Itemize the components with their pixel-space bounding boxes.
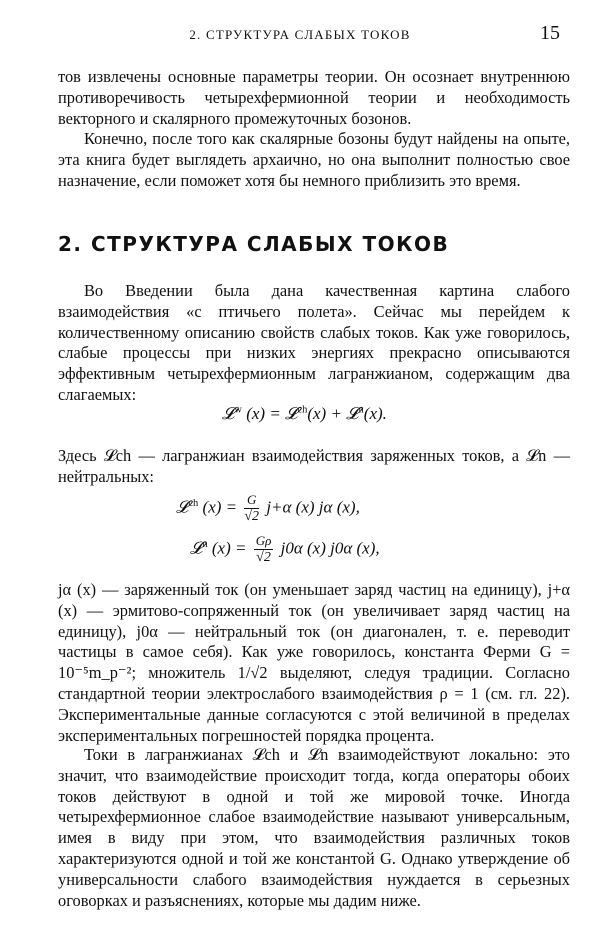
intro-paragraph-1: тов извлечены основные параметры теории. Он осознает внутреннюю противоречивость четырехфермионной теории и необходимость векторного и скалярного промежуточных бозонов.	[58, 67, 570, 128]
section-intro-block	[58, 281, 570, 406]
currents-text-block	[58, 580, 570, 746]
formula-ch-denominator: √2	[244, 509, 260, 524]
formula-main-term2: 𝓛	[346, 404, 359, 423]
formula-weak-lagrangian	[222, 404, 387, 424]
running-title: 2. СТРУКТУРА СЛАБЫХ ТОКОВ	[189, 27, 411, 42]
formula-ch-lhs: 𝓛	[176, 497, 189, 517]
formula-n-rhs: j0α (x) j0α (x),	[280, 538, 380, 558]
formula-main-term2-arg: (x).	[363, 404, 387, 423]
section-intro-paragraph: Во Введении была дана качественная картина слабого взаимодействия «с птичьего полета». Сейчас мы перейдем к количественному описанию свойств слабых токов. Как уже говорилось, слабые процессы при низких энергиях прекрасно описываются эффективным четырехфермионным лагранжианом, содержащим два слагаемых:	[58, 281, 570, 404]
here-text-block	[58, 446, 570, 488]
formula-ch-eq: (x) =	[202, 497, 238, 517]
formula-n-fraction	[254, 533, 274, 566]
section-heading: 2. СТРУКТУРА СЛАБЫХ ТОКОВ	[58, 232, 450, 256]
formula-ch-fraction	[244, 492, 259, 525]
formula-main-lhs: 𝓛	[222, 404, 235, 423]
formula-ch-numerator: G	[244, 492, 259, 509]
formula-charged-lagrangian	[176, 492, 360, 525]
formula-main-term1-arg: (x) +	[307, 404, 347, 423]
formula-ch-rhs: j+α (x) jα (x),	[266, 497, 360, 517]
formula-n-lhs: 𝓛	[190, 538, 203, 558]
intro-paragraph-2: Конечно, после того как скалярные бозоны будут найдены на опыте, эта книга будет выглядеть архаично, но она выполнит полностью свое назначение, если поможет хотя бы немного приблизить это время.	[58, 129, 570, 190]
locality-paragraph: Токи в лагранжианах 𝓛ch и 𝓛n взаимодействуют локально: это значит, что взаимодействие происходит тогда, когда операторы обоих токов действуют в одной и той же мировой точке. Иногда четырехфермионное слабое взаимодействие называют универсальным, имея в виду при этом, что взаимодействия различных токов характеризуются одной и той же константой G. Однако утверждение об универсальности слабого взаимодействия нуждается в серьезных оговорках и разъяснениях, которые мы дадим ниже.	[58, 745, 570, 910]
page-header	[0, 22, 600, 48]
locality-text-block	[58, 745, 570, 911]
formula-n-numerator: Gρ	[255, 533, 272, 548]
formula-ch-lhs-sup: ch	[188, 497, 199, 509]
formula-main-arg: (x) =	[246, 404, 286, 423]
formula-main-term1: 𝓛	[285, 404, 298, 423]
formula-n-denominator: √2	[256, 550, 271, 565]
intro-text-block	[58, 67, 570, 192]
formula-neutral-lagrangian	[190, 533, 380, 566]
formula-main-term1-sup: ch	[297, 404, 308, 416]
formula-n-lhs-sup: n	[202, 538, 208, 550]
here-sentence: Здесь 𝓛ch — лагранжиан взаимодействия заряженных токов, а 𝓛n — нейтральных:	[58, 446, 570, 486]
formula-main-term2-sup: n	[358, 404, 364, 416]
currents-paragraph: jα (x) — заряженный ток (он уменьшает заряд частиц на единицу), j+α (x) — эрмитово-сопряженный ток (он увеличивает заряд частиц на единицу), j0α — нейтральный ток (он диагонален, т. е. переводит частицы в самое себя). Как уже говорилось, константа Ферми G = 10⁻⁵m_p⁻²; множитель 1/√2 выделяют, следуя традиции. Согласно стандартной теории электрослабого взаимодействия ρ = 1 (см. гл. 22). Экспериментальные данные согласуются с этой величиной в пределах экспериментальных погрешностей порядка процента.	[58, 580, 570, 745]
formula-main-lhs-sup: w	[234, 404, 242, 416]
page-number: 15	[540, 22, 560, 44]
formula-n-eq: (x) =	[211, 538, 247, 558]
